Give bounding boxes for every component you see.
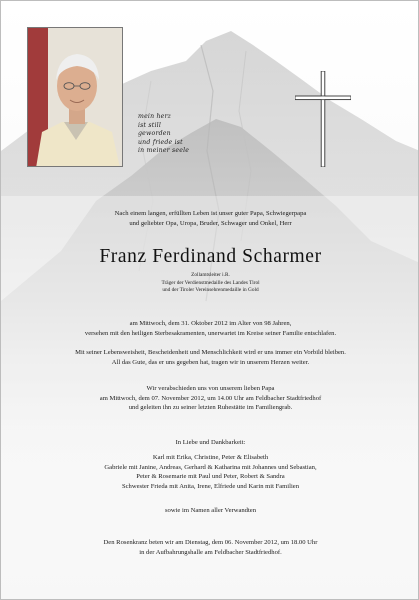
poem <box>138 113 258 156</box>
rosary-notice <box>19 538 402 557</box>
mourner-line: Schwester Frieda mit Anita, Irene, Elfriede und Karin mit Familien <box>121 482 300 490</box>
text-line: All das Gute, das er uns gegeben hat, tragen wir in unserem Herzen weiter. <box>111 358 310 366</box>
text-line: und der Tiroler Vereinsehrenmedaille in Gold <box>162 287 259 294</box>
poem-line: mein herz <box>138 113 172 120</box>
text-line: und geleiten ihn zu seiner letzten Ruhestätte im Familiengrab. <box>128 404 293 412</box>
mourner-line: Gabriele mit Janine, Andreas, Gerhard & Katharina mit Johannes und Sebastian, <box>104 463 317 471</box>
poem-line: ist still <box>138 121 162 129</box>
portrait-photo <box>27 27 123 167</box>
text-line: in der Aufbahrungshalle am Feldbacher Stadtfriedhof. <box>139 548 282 556</box>
text-line: Wir verabschieden uns von unserem lieben Papa <box>146 385 275 392</box>
poem-line: geworden <box>138 130 171 138</box>
poem-line: in meiner seele <box>138 147 190 155</box>
text-line: Mit seiner Lebensweisheit, Bescheidenheit und Menschlichkeit wird er uns immer ein Vorbild bleiben. <box>75 349 346 356</box>
mourners-list <box>19 453 402 491</box>
mourning-heading: In Liebe und Dankbarkeit: <box>175 439 246 446</box>
intro-text <box>19 209 402 228</box>
remembrance-text <box>19 348 402 367</box>
text-line: Zollamtsleiter i.R. <box>191 272 230 278</box>
text-line: Träger der Verdienstmedaille des Landes Tirol <box>161 279 260 286</box>
text-line: am Mittwoch, dem 31. Oktober 2012 im Alter von 98 Jahren, <box>129 320 292 327</box>
funeral-notice <box>19 384 402 413</box>
text-line: am Mittwoch, dem 07. November 2012, um 14.00 Uhr am Feldbacher Stadtfriedhof <box>99 394 322 402</box>
deceased-name: Franz Ferdinand Scharmer <box>99 246 322 267</box>
text-line: Nach einem langen, erfüllten Leben ist unser guter Papa, Schwiegerpapa <box>114 210 307 217</box>
text-line: Den Rosenkranz beten wir am Dienstag, dem 06. November 2012, um 18.00 Uhr <box>103 539 318 546</box>
relatives-note: sowie im Namen aller Verwandten <box>164 507 257 514</box>
poem-line: und friede ist <box>138 138 183 146</box>
mourner-line: Peter & Rosemarie mit Paul und Peter, Robert & Sandra <box>136 473 285 481</box>
mourner-line: Karl mit Erika, Christine, Peter & Elisabeth <box>152 454 269 461</box>
death-notice <box>19 319 402 338</box>
honors <box>19 272 402 295</box>
text-line: und geliebter Opa, Uropa, Bruder, Schwager und Onkel, Herr <box>129 219 292 227</box>
text-line: versehen mit den heiligen Sterbesakramenten, unerwartet im Kreise seiner Familie entschlafen. <box>84 329 337 337</box>
cross-icon <box>295 71 351 167</box>
